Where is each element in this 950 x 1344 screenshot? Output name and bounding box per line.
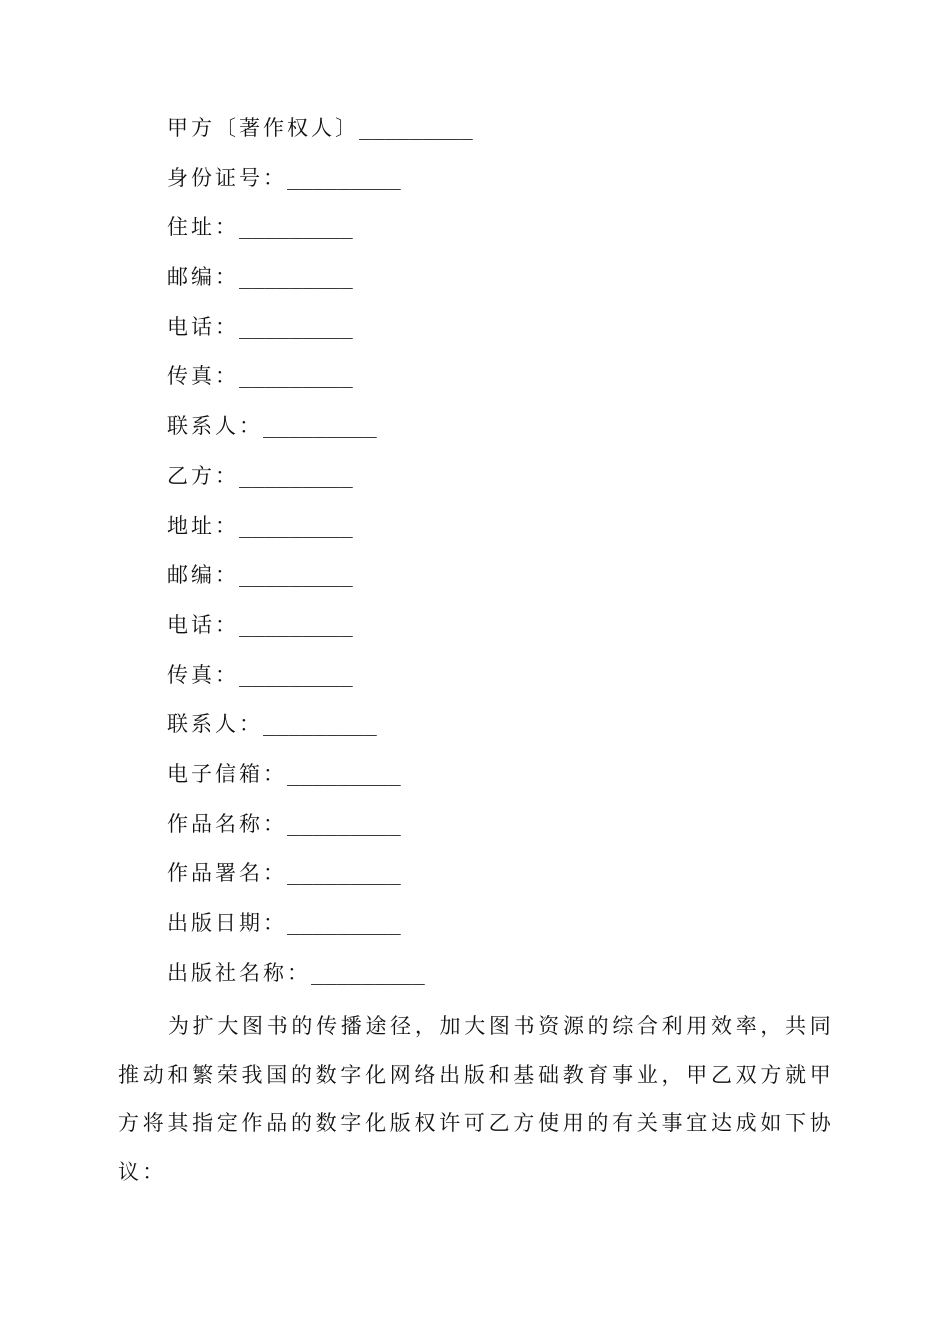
field-blank: _________ xyxy=(239,314,353,339)
field-blank: _________ xyxy=(287,165,401,190)
field-blank: _________ xyxy=(239,662,353,687)
field-postcode-a xyxy=(167,253,847,303)
field-label: 电话： xyxy=(167,314,239,339)
field-label: 邮编： xyxy=(167,563,239,588)
field-postcode-b xyxy=(167,551,847,601)
field-label: 联系人： xyxy=(167,414,263,439)
field-label: 作品署名： xyxy=(167,861,287,886)
field-email xyxy=(167,750,847,800)
field-blank: _________ xyxy=(263,712,377,737)
field-publish-date xyxy=(167,899,847,949)
party-info-fields xyxy=(167,104,847,998)
field-label: 出版社名称： xyxy=(167,960,311,985)
field-phone-a xyxy=(167,303,847,353)
field-label: 传真： xyxy=(167,364,239,389)
field-label: 联系人： xyxy=(167,712,263,737)
field-blank: _________ xyxy=(263,414,377,439)
field-contact-b xyxy=(167,700,847,750)
field-id-number xyxy=(167,154,847,204)
field-party-b xyxy=(167,452,847,502)
field-publisher-name xyxy=(167,949,847,999)
field-label: 作品名称： xyxy=(167,811,287,836)
field-label: 地址： xyxy=(167,513,239,538)
field-blank: _________ xyxy=(287,811,401,836)
field-blank: _________ xyxy=(239,513,353,538)
field-blank: _________ xyxy=(239,563,353,588)
field-party-a xyxy=(167,104,847,154)
field-blank: _________ xyxy=(359,116,473,140)
field-contact-a xyxy=(167,402,847,452)
field-blank: _________ xyxy=(239,463,353,488)
field-address-b xyxy=(167,502,847,552)
field-label: 邮编： xyxy=(167,265,239,290)
field-label: 传真： xyxy=(167,662,239,687)
field-phone-b xyxy=(167,601,847,651)
intro-paragraph: 为扩大图书的传播途径，加大图书资源的综合利用效率，共同推动和繁荣我国的数字化网络出版和基础教育事业，甲乙双方就甲方将其指定作品的数字化版权许可乙方使用的有关事宜达成如下协议： xyxy=(118,1014,834,1184)
field-blank: _________ xyxy=(311,960,425,985)
field-blank: _________ xyxy=(287,861,401,886)
field-blank: _________ xyxy=(287,911,401,935)
field-label: 乙方： xyxy=(167,463,239,488)
field-blank: _________ xyxy=(239,364,353,389)
field-label: 电子信箱： xyxy=(167,761,287,786)
field-blank: _________ xyxy=(239,612,353,637)
field-blank: _________ xyxy=(287,761,401,786)
field-work-title xyxy=(167,800,847,850)
field-label: 身份证号： xyxy=(167,165,287,190)
field-blank: _________ xyxy=(239,215,353,240)
field-label: 出版日期： xyxy=(167,911,287,935)
field-label: 电话： xyxy=(167,612,239,637)
field-work-byline xyxy=(167,849,847,899)
field-blank: _________ xyxy=(239,265,353,290)
field-residence xyxy=(167,203,847,253)
field-fax-a xyxy=(167,352,847,402)
field-label: 住址： xyxy=(167,215,239,240)
field-fax-b xyxy=(167,651,847,701)
field-label: 甲方〔著作权人〕 xyxy=(167,116,359,140)
